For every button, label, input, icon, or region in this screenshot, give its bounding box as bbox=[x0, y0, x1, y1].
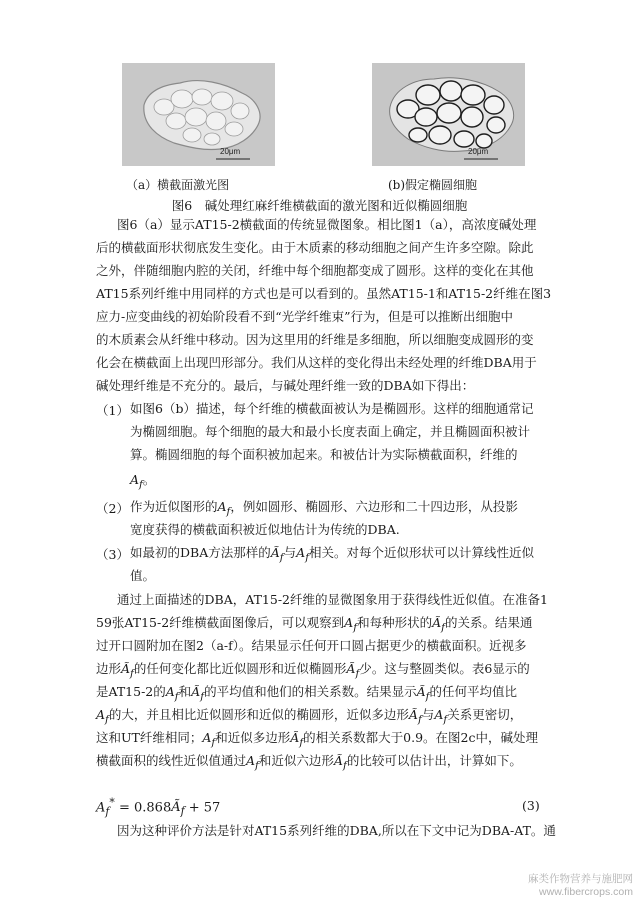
cross-section-shape bbox=[122, 63, 275, 166]
ellipse-cells-image bbox=[372, 63, 525, 166]
paragraph-line: AT15系列纤维中用同样的方式也是可以看到的。虽然AT15-1和AT15-2纤维在图3 bbox=[96, 286, 552, 301]
paragraph-line: 这和UT纤维相同；$A_f$和近似多边形$Ã_f$的相关系数都大于0.9。在图2c中，碱处理 bbox=[96, 730, 539, 749]
watermark-url: www.fibercrops.com bbox=[539, 886, 633, 898]
list-item-line: 如图6（b）描述，每个纤维的横截面被认为是椭圆形。这样的细胞通常记 bbox=[130, 401, 534, 416]
list-item-number: （1） bbox=[96, 403, 129, 418]
paragraph-line: $A_f$的大，并且相比近似圆形和近似的椭圆形，近似多边形$Ã_f$与$A_f$关系更密切， bbox=[96, 707, 523, 726]
subfigure-caption-b: (b)假定椭圆细胞 bbox=[388, 178, 478, 192]
paragraph-line: 应力-应变曲线的初始阶段看不到“光学纤维束”行为，但是可以推断出细胞中 bbox=[96, 309, 514, 324]
list-item-line: 宽度获得的横截面积被近似地估计为传统的DBA. bbox=[130, 522, 400, 537]
paragraph-line: 59张AT15-2纤维横截面图像后，可以观察到$A_f$和每种形状的$Ã_f$的关系。结果通 bbox=[96, 615, 533, 634]
micrograph-image bbox=[122, 63, 275, 166]
paragraph-line: 之外，伴随细胞内腔的关闭，纤维中每个细胞都变成了圆形。这样的变化在其他 bbox=[96, 263, 534, 278]
paragraph-line: 通过上面描述的DBA，AT15-2纤维的显微图象用于获得线性近似值。在准备1 bbox=[117, 592, 548, 607]
list-item-number: （3） bbox=[96, 547, 129, 562]
paragraph-line: 是AT15-2的$A_f$和$Ã_f$的平均值和他们的相关系数。结果显示$Ã_f$的任何平均值比 bbox=[96, 684, 517, 703]
paragraph-line: 后的横截面形状彻底发生变化。由于木质素的移动细胞之间产生许多空隙。除此 bbox=[96, 240, 534, 255]
list-item-line: 值。 bbox=[130, 568, 156, 583]
equation-number: (3) bbox=[522, 798, 540, 813]
scale-bar-label-a: 20μm bbox=[220, 147, 241, 156]
list-item-line: 为椭圆细胞。每个细胞的最大和最小长度表面上确定，并且椭圆面积被计 bbox=[130, 424, 531, 439]
paragraph-line: 横截面积的线性近似值通过$A_f$和近似六边形$Ã_f$的比较可以估计出，计算如下。 bbox=[96, 753, 522, 772]
list-item-line: $A_f$。 bbox=[130, 472, 156, 491]
paragraph-line: 因为这种评价方法是针对AT15系列纤维的DBA,所以在下文中记为DBA-AT。通 bbox=[117, 823, 556, 838]
subfigure-caption-a: （a）横截面激光图 bbox=[126, 178, 230, 192]
equation: $A_f^*$ = $0.868Ã_f + 57$ bbox=[96, 796, 221, 818]
list-item-line: 算。椭圆细胞的每个面积被加起来。和被估计为实际横截面积，纤维的 bbox=[130, 447, 518, 462]
watermark-title: 麻类作物营养与施肥网 bbox=[528, 873, 633, 885]
paragraph-line: 碱处理纤维是不充分的。最后，与碱处理纤维一致的DBA如下得出： bbox=[96, 378, 475, 393]
ellipse-cells-drawing bbox=[372, 63, 525, 166]
scale-bar-label-b: 20μm bbox=[468, 147, 489, 156]
paragraph-line: 过开口圆附加在图2（a-f）。结果显示任何开口圆占据更少的横截面积。近视多 bbox=[96, 638, 527, 653]
list-item-line: 如最初的DBA方法那样的$Ã_f$与$A_f$相关。对每个近似形状可以计算线性近似 bbox=[130, 545, 535, 564]
list-item-line: 作为近似图形的$A_f$，例如圆形、椭圆形、六边形和二十四边形，从投影 bbox=[130, 499, 518, 518]
list-item-number: （2） bbox=[96, 501, 129, 516]
watermark bbox=[528, 873, 633, 899]
paragraph-line: 边形$Ã_f$的任何变化都比近似圆形和近似椭圆形$Ã_f$少。这与整圆类似。表6显示的 bbox=[96, 661, 530, 680]
paragraph-line: 化会在横截面上出现凹形部分。我们从这样的变化得出未经处理的纤维DBA用于 bbox=[96, 355, 537, 370]
paragraph-line: 图6（a）显示AT15-2横截面的传统显微图象。相比图1（a），高浓度碱处理 bbox=[117, 217, 537, 232]
paragraph-line: 的木质素会从纤维中移动。因为这里用的纤维是多细胞，所以细胞变成圆形的变 bbox=[96, 332, 534, 347]
figure-caption: 图6 碱处理红麻纤维横截面的激光图和近似椭圆细胞 bbox=[171, 198, 468, 213]
